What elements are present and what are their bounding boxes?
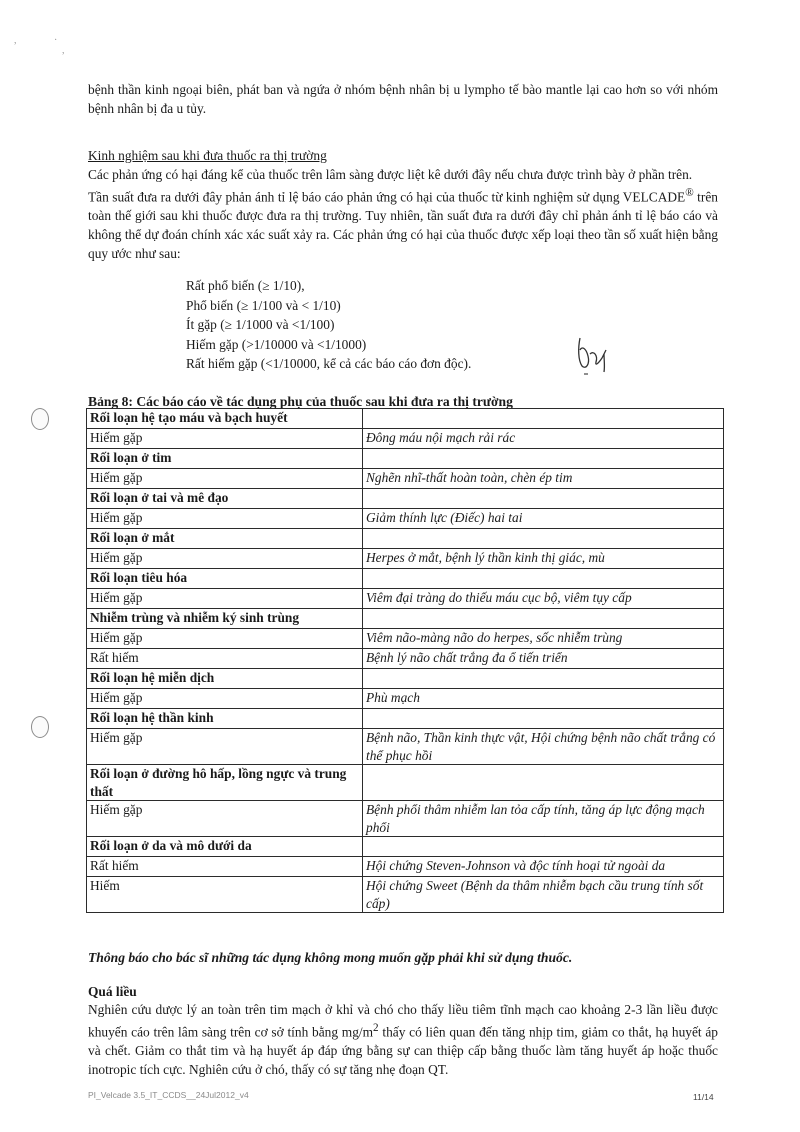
punch-hole bbox=[31, 716, 49, 738]
category-label: Rối loạn hệ miễn dịch bbox=[87, 669, 363, 689]
event-description: Đông máu nội mạch rải rác bbox=[363, 429, 724, 449]
scan-speck: , bbox=[14, 35, 17, 46]
event-row bbox=[87, 509, 724, 529]
category-row bbox=[87, 489, 724, 509]
event-row bbox=[87, 649, 724, 669]
category-row bbox=[87, 765, 724, 801]
registered-mark: ® bbox=[685, 187, 694, 199]
frequency-label: Hiếm gặp bbox=[87, 429, 363, 449]
event-description bbox=[363, 709, 724, 729]
event-row bbox=[87, 729, 724, 765]
frequency-item: Rất phổ biến (≥ 1/10), bbox=[186, 278, 305, 293]
frequency-label: Hiếm gặp bbox=[87, 589, 363, 609]
scan-speck: · bbox=[54, 35, 58, 46]
footer-document-id: PI_Velcade 3.5_IT_CCDS__24Jul2012_v4 bbox=[88, 1090, 249, 1100]
category-label: Rối loạn ở mắt bbox=[87, 529, 363, 549]
frequency-label: Rất hiếm bbox=[87, 649, 363, 669]
postmarketing-section bbox=[88, 146, 718, 263]
category-label: Rối loạn ở da và mô dưới da bbox=[87, 837, 363, 857]
intro-text: bệnh thần kinh ngoại biên, phát ban và ngứa ở nhóm bệnh nhân bị u lympho tế bào mantle lại cao hơn so với nhóm bệnh nhân bị đa u tủy. bbox=[88, 82, 718, 116]
para2-before: Tần suất đưa ra dưới đây phản ánh tỉ lệ báo cáo phản ứng có hại của thuốc từ kinh nghiệm sử dụng VELCADE bbox=[88, 189, 686, 205]
overdose-superscript: 2 bbox=[373, 1022, 379, 1034]
category-label: Rối loạn tiêu hóa bbox=[87, 569, 363, 589]
event-description: Nghẽn nhĩ-thất hoàn toàn, chèn ép tim bbox=[363, 469, 724, 489]
adverse-events-table bbox=[86, 408, 724, 913]
event-description: Hội chứng Steven-Johnson và độc tính hoại tử ngoài da bbox=[363, 857, 724, 877]
event-description: Bệnh phổi thâm nhiễm lan tỏa cấp tính, tăng áp lực động mạch phổi bbox=[363, 801, 724, 837]
event-description bbox=[363, 609, 724, 629]
intro-paragraph bbox=[88, 80, 718, 118]
postmarketing-para1: Các phản ứng có hại đáng kể của thuốc trên lâm sàng được liệt kê dưới đây nếu chưa được trình bày ở phần trên. bbox=[88, 167, 693, 182]
category-label: Rối loạn ở tai và mê đạo bbox=[87, 489, 363, 509]
event-description bbox=[363, 489, 724, 509]
category-row bbox=[87, 569, 724, 589]
event-description: Herpes ở mắt, bệnh lý thần kinh thị giác, mù bbox=[363, 549, 724, 569]
category-row bbox=[87, 529, 724, 549]
category-row bbox=[87, 609, 724, 629]
event-row bbox=[87, 689, 724, 709]
event-description bbox=[363, 765, 724, 801]
frequency-label: Hiếm gặp bbox=[87, 801, 363, 837]
frequency-item: Rất hiếm gặp (<1/10000, kể cả các báo cáo đơn độc). bbox=[186, 356, 472, 371]
event-row bbox=[87, 629, 724, 649]
category-label: Rối loạn ở đường hô hấp, lồng ngực và trung thất bbox=[87, 765, 363, 801]
category-row bbox=[87, 409, 724, 429]
handwritten-signature bbox=[574, 334, 614, 378]
frequency-label: Rất hiếm bbox=[87, 857, 363, 877]
event-row bbox=[87, 589, 724, 609]
category-row bbox=[87, 837, 724, 857]
frequency-label: Hiếm gặp bbox=[87, 549, 363, 569]
event-description: Bệnh lý não chất trắng đa ổ tiến triển bbox=[363, 649, 724, 669]
category-label: Nhiễm trùng và nhiễm ký sinh trùng bbox=[87, 609, 363, 629]
frequency-label: Hiếm gặp bbox=[87, 509, 363, 529]
category-label: Rối loạn ở tim bbox=[87, 449, 363, 469]
event-description bbox=[363, 669, 724, 689]
footer-page-number: 11/14 bbox=[693, 1092, 714, 1102]
overdose-paragraph bbox=[88, 1000, 718, 1079]
event-description: Phù mạch bbox=[363, 689, 724, 709]
overdose-text-after: thấy có liên quan đến tăng nhịp tim, giảm co thắt, hạ huyết áp và chết. Giảm co thắt tim và hạ huyết áp đáp ứng bằng sự can thiệp cấp bằng thuốc làm tăng huyết áp hoặc thuốc inotropic tích cực. Nghiên cứu ở chó, thấy có sự tăng nhẹ đoạn QT. bbox=[88, 1024, 718, 1078]
adverse-events-table-body bbox=[87, 409, 724, 913]
event-description bbox=[363, 837, 724, 857]
frequency-item: Phổ biến (≥ 1/100 và < 1/10) bbox=[186, 297, 341, 313]
frequency-item: Ít gặp (≥ 1/1000 và <1/100) bbox=[186, 317, 335, 332]
event-description: Viêm đại tràng do thiếu máu cục bộ, viêm tụy cấp bbox=[363, 589, 724, 609]
event-description bbox=[363, 409, 724, 429]
event-row bbox=[87, 857, 724, 877]
event-description: Giảm thính lực (Điếc) hai tai bbox=[363, 509, 724, 529]
event-description bbox=[363, 529, 724, 549]
frequency-item: Hiếm gặp (>1/10000 và <1/1000) bbox=[186, 336, 367, 352]
event-row bbox=[87, 469, 724, 489]
frequency-list bbox=[186, 276, 586, 374]
frequency-label: Hiếm gặp bbox=[87, 689, 363, 709]
category-label: Rối loạn hệ thần kinh bbox=[87, 709, 363, 729]
overdose-text-before: Nghiên cứu dược lý an toàn trên tim mạch ở khỉ và chó cho thấy liều tiêm tĩnh mạch cao khoảng 2-3 lần liều được khuyến cáo trên lâm sàng trên cơ sở tính bằng mg/m bbox=[88, 1002, 718, 1040]
category-row bbox=[87, 669, 724, 689]
category-label: Rối loạn hệ tạo máu và bạch huyết bbox=[87, 409, 363, 429]
event-description: Hội chứng Sweet (Bệnh da thâm nhiễm bạch cầu trung tính sốt cấp) bbox=[363, 877, 724, 913]
frequency-label: Hiếm gặp bbox=[87, 729, 363, 765]
event-row bbox=[87, 429, 724, 449]
event-description bbox=[363, 569, 724, 589]
table-caption: Bảng 8: Các báo cáo về tác dụng phụ của thuốc sau khi đưa ra thị trường bbox=[88, 394, 513, 409]
overdose-heading: Quá liều bbox=[88, 984, 137, 999]
reporting-notice: Thông báo cho bác sĩ những tác dụng không mong muốn gặp phải khi sử dụng thuốc. bbox=[88, 950, 573, 965]
event-description: Viêm não-màng não do herpes, sốc nhiễm trùng bbox=[363, 629, 724, 649]
frequency-label: Hiếm gặp bbox=[87, 629, 363, 649]
category-row bbox=[87, 449, 724, 469]
event-description bbox=[363, 449, 724, 469]
postmarketing-para2 bbox=[88, 184, 718, 263]
category-row bbox=[87, 709, 724, 729]
scan-speck: , bbox=[62, 45, 65, 56]
frequency-label: Hiếm gặp bbox=[87, 469, 363, 489]
punch-hole bbox=[31, 408, 49, 430]
event-row bbox=[87, 801, 724, 837]
event-row bbox=[87, 549, 724, 569]
postmarketing-heading: Kinh nghiệm sau khi đưa thuốc ra thị trường bbox=[88, 148, 327, 163]
para2-after: trên toàn thế giới sau khi thuốc được đưa ra thị trường. Tuy nhiên, tần suất đưa ra dưới đây chỉ phản ánh tỉ lệ báo cáo và không thể dự đoán chính xác xác suất xảy ra. Các phản ứng có hại của thuốc được xếp loại theo tần số xuất hiện bằng quy ước như sau: bbox=[88, 189, 718, 262]
frequency-label: Hiếm bbox=[87, 877, 363, 913]
event-description: Bệnh não, Thần kinh thực vật, Hội chứng bệnh não chất trắng có thể phục hồi bbox=[363, 729, 724, 765]
event-row bbox=[87, 877, 724, 913]
